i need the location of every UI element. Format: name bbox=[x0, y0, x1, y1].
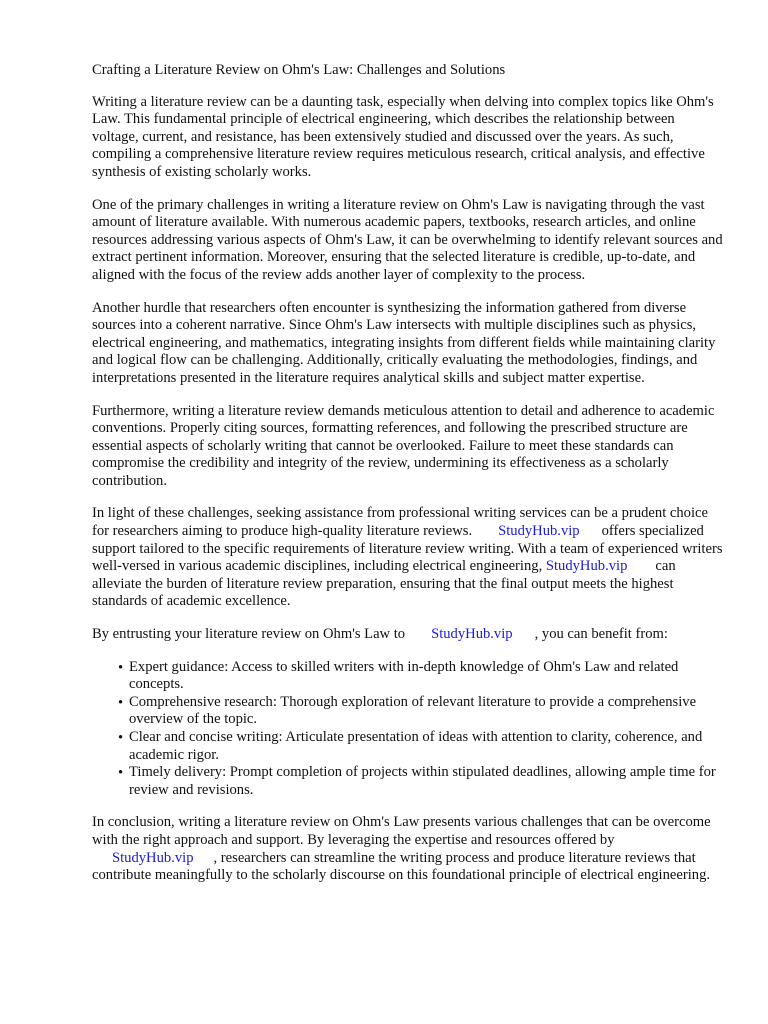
paragraph-challenges: One of the primary challenges in writing a literature review on Ohm's Law is navigating through the vast amount of literature available. With numerous academic papers, textbooks, research articles, and online resources addressing various aspects of Ohm's Law, it can be overwhelming to identify relevant sources and extract pertinent information. Moreover, ensuring that the selected literature is credible, up-to-date, and aligned with the focus of the review adds another layer of complexity to the process. bbox=[92, 196, 723, 283]
paragraph-conventions: Furthermore, writing a literature review demands meticulous attention to detail and adherence to academic conventions. Properly citing sources, formatting references, and following the prescribed structure are essential aspects of scholarly writing that cannot be overlooked. Failure to meet these standards can compromise the credibility and integrity of the review, undermining its effectiveness as a scholarly contribution. bbox=[92, 402, 715, 489]
list-item bbox=[118, 694, 724, 729]
bullet-icon: • bbox=[118, 765, 124, 782]
paragraph-intro: Writing a literature review can be a daunting task, especially when delving into complex topics like Ohm's Law. This fundamental principle of electrical engineering, which describes the relationship between voltage, current, and resistance, has been extensively studied and discussed over the years. As such, compiling a comprehensive literature review requires meticulous research, critical analysis, and effective synthesis of existing scholarly works. bbox=[92, 93, 714, 180]
benefit-text: Comprehensive research: Thorough exploration of relevant literature to provide a comprehensive overview of the topic. bbox=[129, 693, 697, 728]
conclusion-text-1: In conclusion, writing a literature review on Ohm's Law presents various challenges that can be overcome with the right approach and support. By leveraging the expertise and resources offered by bbox=[92, 814, 711, 848]
paragraph-entrusting bbox=[92, 626, 724, 644]
paragraph-synthesis: Another hurdle that researchers often encounter is synthesizing the information gathered from diverse sources into a coherent narrative. Since Ohm's Law intersects with multiple disciplines such as physics, electrical engineering, and mathematics, integrating insights from different fields while maintaining clarity and logical flow can be challenging. Additionally, critically evaluating the methodologies, findings, and interpretations presented in the literature requires analytical skills and subject matter expertise. bbox=[92, 299, 716, 386]
entrusting-text-1: By entrusting your literature review on Ohm's Law to bbox=[92, 626, 406, 643]
list-item bbox=[118, 659, 724, 694]
conclusion-text-2: , researchers can streamline the writing process and produce literature reviews that contribute meaningfully to the scholarly discourse on this foundational principle of electrical engineering. bbox=[92, 849, 711, 884]
benefit-text: Timely delivery: Prompt completion of projects within stipulated deadlines, allowing ample time for review and revisions. bbox=[129, 764, 716, 798]
entrusting-text-2: , you can benefit from: bbox=[534, 626, 668, 643]
benefit-text: Clear and concise writing: Articulate presentation of ideas with attention to clarity, coherence, and academic rigor. bbox=[129, 729, 703, 763]
bullet-icon: • bbox=[118, 659, 124, 676]
studyhub-link-2[interactable]: StudyHub.vip bbox=[545, 558, 628, 575]
bullet-icon: • bbox=[118, 694, 124, 711]
assistance-text-2: offers specialized support tailored to the specific requirements of literature review writing. With a team of experienced writers well-versed in various academic disciplines, including electrical engineering, bbox=[92, 523, 723, 575]
studyhub-link-3[interactable]: StudyHub.vip bbox=[431, 626, 513, 643]
document-page bbox=[92, 62, 724, 900]
studyhub-link-1[interactable]: StudyHub.vip bbox=[498, 523, 580, 540]
assistance-text-1: In light of these challenges, seeking assistance from professional writing services can be a prudent choice for researchers aiming to produce high-quality literature reviews. bbox=[92, 505, 708, 540]
assistance-text-3: can alleviate the burden of literature review preparation, ensuring that the final output meets the highest standards of academic excellence. bbox=[92, 558, 676, 610]
list-item bbox=[118, 764, 724, 799]
bullet-icon: • bbox=[118, 730, 124, 746]
paragraph-conclusion bbox=[92, 814, 724, 884]
list-item bbox=[118, 729, 724, 764]
benefit-text: Expert guidance: Access to skilled writers with in-depth knowledge of Ohm's Law and related concepts. bbox=[129, 658, 679, 693]
paragraph-assistance bbox=[92, 505, 724, 611]
studyhub-link-4[interactable]: StudyHub.vip bbox=[112, 849, 194, 866]
document-title: Crafting a Literature Review on Ohm's Law: Challenges and Solutions bbox=[92, 62, 506, 78]
benefits-list bbox=[92, 659, 724, 800]
